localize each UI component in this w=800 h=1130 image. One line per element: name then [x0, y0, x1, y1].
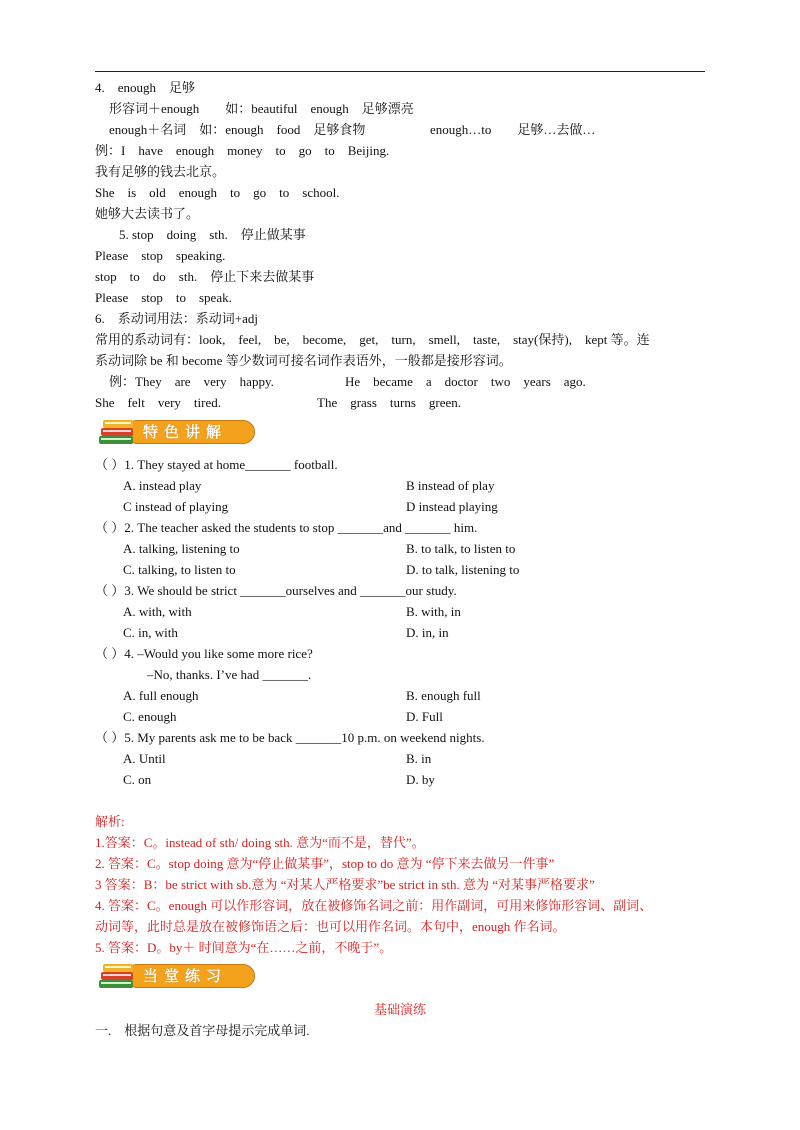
note-line: 我有足够的钱去北京。	[95, 164, 226, 179]
option-c: C instead of playing	[123, 499, 229, 514]
analysis-line: 1.答案：C。instead of sth/ doing sth. 意为“而不是，替代”。	[95, 835, 425, 850]
analysis-title: 解析:	[95, 814, 125, 829]
note-line: He became a doctor two years ago.	[345, 374, 586, 389]
option-a: A. full enough	[123, 688, 199, 703]
option-b: B. enough full	[406, 688, 481, 703]
option-a: A. with, with	[123, 604, 192, 619]
option-c: C. on	[123, 772, 152, 787]
option-d: D instead playing	[406, 499, 498, 514]
note-line: 例：I have enough money to go to Beijing.	[95, 143, 390, 158]
analysis-line: 5. 答案：D。by＋ 时间意为“在……之前，不晚于”。	[95, 940, 393, 955]
note-line: 常用的系动词有：look, feel, be, become, get, turn, smell, taste, stay(保持), kept 等。连	[95, 332, 650, 347]
note-line: The grass turns green.	[317, 395, 462, 410]
practice-heading: 基础演练	[373, 1002, 426, 1017]
note-line: 6. 系动词用法：系动词+adj	[95, 311, 258, 326]
note-line: enough…to 足够…去做…	[430, 122, 596, 137]
option-b: B. to talk, to listen to	[406, 541, 516, 556]
option-b: B. in	[406, 751, 432, 766]
banner-title: 特色讲解	[143, 423, 228, 441]
question-stem: （ ）3. We should be strict _______ourselves and _______our study.	[95, 583, 457, 598]
option-b: B instead of play	[406, 478, 495, 493]
note-line: 形容词＋enough 如：beautiful enough 足够漂亮	[109, 101, 414, 116]
header-rule	[95, 71, 705, 72]
option-a: A. talking, listening to	[123, 541, 240, 556]
question-stem: （ ）5. My parents ask me to be back _______10 p.m. on weekend nights.	[95, 730, 485, 745]
note-line: Please stop speaking.	[95, 248, 226, 263]
section-banner-features	[95, 414, 260, 448]
note-line: 系动词除 be 和 become 等少数词可接名词作表语外，一般都是接形容词。	[95, 353, 512, 368]
note-line: 例：They are very happy.	[109, 374, 274, 389]
option-d: D. by	[406, 772, 435, 787]
option-a: A. instead play	[123, 478, 202, 493]
option-d: D. in, in	[406, 625, 449, 640]
analysis-line: 动词等，此时总是放在被修饰语之后：也可以用作名词。本句中，enough 作名词。	[95, 919, 566, 934]
question-stem: （ ）2. The teacher asked the students to stop _______and _______ him.	[95, 520, 478, 535]
books-icon	[95, 958, 139, 992]
analysis-line: 2. 答案：C。stop doing 意为“停止做某事”，stop to do 意为 “停下来去做另一件事”	[95, 856, 555, 871]
note-line: She felt very tired.	[95, 395, 221, 410]
option-a: A. Until	[123, 751, 166, 766]
note-line: She is old enough to go to school.	[95, 185, 340, 200]
option-d: D. to talk, listening to	[406, 562, 520, 577]
question-stem: （ ）4. –Would you like some more rice?	[95, 646, 313, 661]
section-banner-practice	[95, 958, 260, 992]
question-stem: （ ）1. They stayed at home_______ football.	[95, 457, 338, 472]
option-d: D. Full	[406, 709, 443, 724]
banner-title: 当堂练习	[143, 967, 228, 985]
note-line: Please stop to speak.	[95, 290, 232, 305]
analysis-line: 4. 答案：C。enough 可以作形容词，放在被修饰名词之前：用作副词，可用来修饰形容词、副词、	[95, 898, 653, 913]
option-c: C. in, with	[123, 625, 178, 640]
option-c: C. enough	[123, 709, 177, 724]
note-line: 5. stop doing sth. 停止做某事	[119, 227, 306, 242]
option-b: B. with, in	[406, 604, 461, 619]
analysis-line: 3 答案：B：be strict with sb.意为 “对某人严格要求”be strict in sth. 意为 “对某事严格要求”	[95, 877, 595, 892]
books-icon	[95, 414, 139, 448]
note-line: 她够大去读书了。	[95, 206, 200, 221]
note-line: 4. enough 足够	[95, 80, 196, 95]
note-line: stop to do sth. 停止下来去做某事	[95, 269, 315, 284]
note-line: enough＋名词 如：enough food 足够食物	[109, 122, 366, 137]
option-c: C. talking, to listen to	[123, 562, 236, 577]
practice-task: 一. 根据句意及首字母提示完成单词.	[95, 1023, 310, 1038]
question-stem-reply: –No, thanks. I’ve had _______.	[147, 667, 312, 682]
